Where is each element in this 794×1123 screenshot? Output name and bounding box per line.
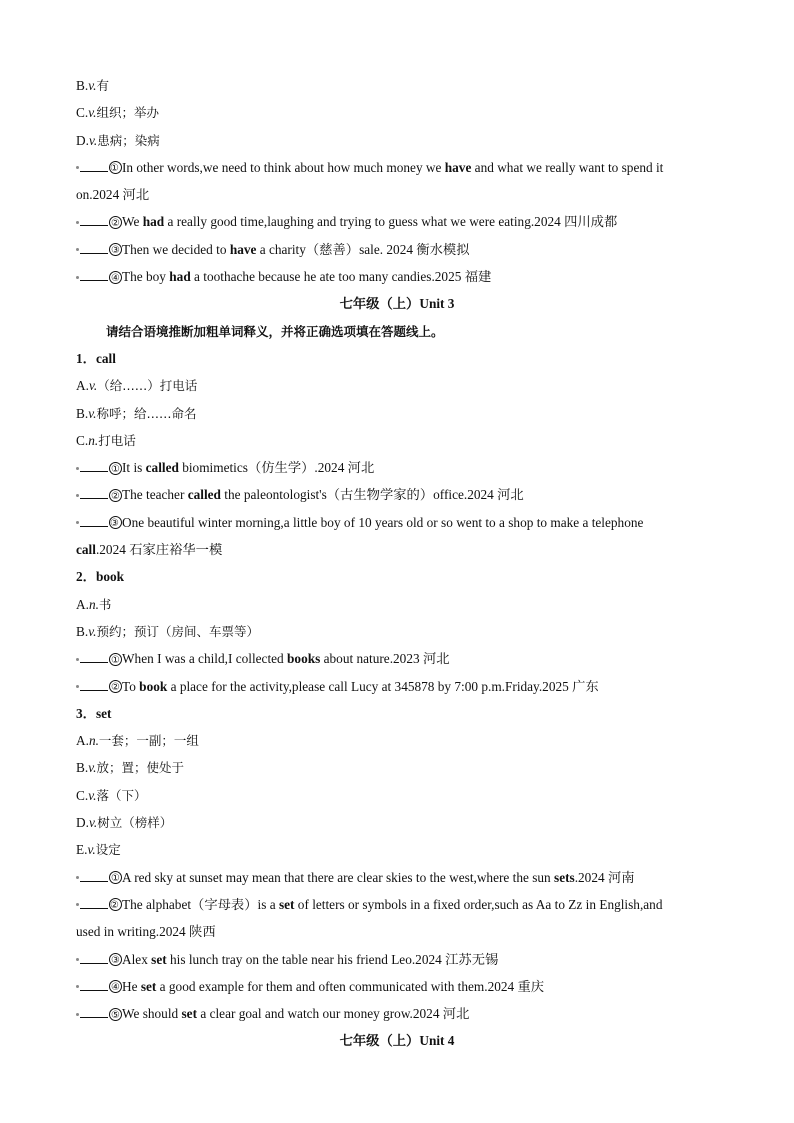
option-line [76, 427, 718, 454]
bold-word: have [229, 241, 257, 257]
answer-blank[interactable] [80, 159, 108, 172]
bold-word: set [181, 1006, 198, 1022]
option-pos: n. [88, 432, 99, 448]
option-letter: A. [76, 378, 89, 394]
answer-blank[interactable] [80, 650, 108, 663]
sentence-text: .2024 河南 [574, 869, 635, 885]
option-letter: E. [76, 842, 88, 858]
bold-word: book [139, 678, 168, 694]
bullet-dot [76, 985, 79, 988]
circled-number: ④ [109, 271, 122, 284]
sentence-text: We should [122, 1006, 182, 1022]
unit-title: 七年级（上）Unit 4 [339, 1033, 455, 1049]
sentence-item [76, 1000, 718, 1027]
option-letter: B. [76, 405, 89, 421]
circled-number: ③ [109, 243, 122, 256]
option-line [76, 127, 718, 154]
sentence-item [76, 509, 718, 564]
sentence-text: of letters or symbols in a fixed order,such as Aa to Zz in English,and [294, 896, 663, 912]
option-pos: n. [88, 596, 99, 612]
bullet-dot [76, 685, 79, 688]
sentence-item [76, 481, 718, 508]
option-meaning: 树立（榜样） [97, 815, 173, 831]
option-pos: v. [88, 405, 97, 421]
circled-number: ① [109, 653, 122, 666]
option-line [76, 809, 718, 836]
circled-number: ① [109, 871, 122, 884]
sentence-text: a place for the activity,please call Lucy at 345878 by 7:00 p.m.Friday.2025 广东 [167, 678, 599, 694]
option-line [76, 99, 718, 126]
sentence-text: A red sky at sunset may mean that there are clear skies to the west,where the sun [122, 869, 555, 885]
option-letter: D. [76, 815, 89, 831]
bullet-dot [76, 467, 79, 470]
circled-number: ② [109, 216, 122, 229]
sentence-text: It is [122, 460, 146, 476]
option-line [76, 400, 718, 427]
option-pos: n. [88, 733, 99, 749]
bullet-dot [76, 166, 79, 169]
circled-number: ② [109, 489, 122, 502]
bold-word: had [142, 214, 165, 230]
sentence-text: .2024 石家庄裕华一模 [95, 542, 223, 558]
sentence-text: used in writing.2024 陕西 [76, 924, 216, 940]
option-meaning: 预约；预订（房间、车票等） [96, 623, 259, 639]
option-letter: B. [76, 760, 89, 776]
sentence-item [76, 208, 718, 235]
option-pos: v. [88, 105, 97, 121]
bold-word: called [145, 460, 179, 476]
option-letter: C. [76, 432, 89, 448]
circled-number: ③ [109, 953, 122, 966]
sentence-item [76, 236, 718, 263]
answer-blank[interactable] [80, 213, 108, 226]
answer-blank[interactable] [80, 869, 108, 882]
answer-blank[interactable] [80, 678, 108, 691]
answer-blank[interactable] [80, 978, 108, 991]
sentence-text: the paleontologist's（古生物学家的）office.2024 河北 [220, 487, 524, 503]
option-meaning: 患病；染病 [97, 132, 160, 148]
sentence-text: In other words,we need to think about how much money we [122, 159, 445, 175]
option-pos: v. [88, 760, 97, 776]
bullet-dot [76, 494, 79, 497]
option-pos: v. [88, 815, 98, 831]
answer-blank[interactable] [80, 268, 108, 281]
sentence-item [76, 154, 718, 209]
option-pos: v. [88, 787, 97, 803]
option-meaning: 落（下） [96, 787, 147, 803]
sentence-text: a really good time,laughing and trying to guess what we were eating.2024 四川成都 [164, 214, 618, 230]
option-line [76, 836, 718, 863]
option-meaning: 称呼；给……命名 [96, 405, 197, 421]
option-meaning: （给……）打电话 [97, 378, 198, 394]
option-meaning: 打电话 [98, 432, 136, 448]
bullet-dot [76, 658, 79, 661]
option-letter: C. [76, 787, 89, 803]
bullet-dot [76, 1013, 79, 1016]
answer-blank[interactable] [80, 896, 108, 909]
sentence-text: One beautiful winter morning,a little boy of 10 years old or so went to a shop to make a telephone [122, 514, 644, 530]
option-letter: D. [76, 132, 89, 148]
sentence-item [76, 454, 718, 481]
answer-blank[interactable] [80, 1005, 108, 1018]
option-line [76, 727, 718, 754]
option-letter: B. [76, 78, 89, 93]
word-heading: 1．call [76, 350, 116, 366]
sentence-text: a charity（慈善）sale. 2024 衡水模拟 [256, 241, 470, 257]
option-meaning: 组织；举办 [96, 105, 159, 121]
circled-number: ② [109, 898, 122, 911]
option-pos: v. [87, 842, 96, 858]
sentence-text: on.2024 河北 [76, 187, 150, 203]
circled-number: ② [109, 680, 122, 693]
option-meaning: 设定 [95, 842, 121, 858]
sentence-text: a toothache because he ate too many candies.2025 福建 [190, 269, 492, 285]
sentence-text: biomimetics（仿生学）.2024 河北 [178, 460, 375, 476]
sentence-item [76, 973, 718, 1000]
sentence-item [76, 864, 718, 891]
bullet-dot [76, 248, 79, 251]
answer-blank[interactable] [80, 486, 108, 499]
sentence-text: a good example for them and often communicated with them.2024 重庆 [156, 978, 545, 994]
bullet-dot [76, 276, 79, 279]
sentence-text: When I was a child,I collected [122, 651, 288, 667]
bold-word: had [169, 269, 191, 285]
answer-blank[interactable] [80, 459, 108, 472]
option-pos: v. [88, 132, 98, 148]
worksheet-page [76, 72, 718, 1055]
sentence-text: his lunch tray on the table near his friend Leo.2024 江苏无锡 [166, 951, 499, 967]
bold-word: called [187, 487, 221, 503]
sentence-text: He [122, 978, 141, 994]
sentence-text: The teacher [122, 487, 188, 503]
option-line [76, 372, 718, 399]
answer-blank[interactable] [80, 951, 108, 964]
unit-title: 七年级（上）Unit 3 [339, 296, 455, 312]
circled-number: ① [109, 161, 122, 174]
sentence-item [76, 946, 718, 973]
option-line [76, 782, 718, 809]
bold-word: have [444, 159, 472, 175]
answer-blank[interactable] [80, 514, 108, 527]
option-line [76, 754, 718, 781]
bullet-dot [76, 521, 79, 524]
bold-word: set [151, 951, 167, 967]
sentence-text: Alex [122, 951, 152, 967]
option-line [76, 591, 718, 618]
sentence-item [76, 673, 718, 700]
bold-word: call [76, 542, 96, 558]
sentence-item [76, 263, 718, 290]
sentence-item [76, 891, 718, 946]
bullet-dot [76, 221, 79, 224]
circled-number: ① [109, 462, 122, 475]
circled-number: ③ [109, 516, 122, 529]
instruction-text: 请结合语境推断加粗单词释义，并将正确选项填在答题线上。 [106, 323, 444, 339]
option-letter: C. [76, 105, 89, 121]
bold-word: sets [554, 869, 575, 885]
option-meaning: 书 [98, 596, 112, 612]
option-line [76, 72, 718, 99]
option-pos: v. [88, 78, 97, 93]
option-meaning: 一套；一副；一组 [98, 733, 199, 749]
word-heading: 2．book [76, 569, 125, 585]
circled-number: ⑤ [109, 1008, 122, 1021]
answer-blank[interactable] [80, 241, 108, 254]
option-letter: A. [76, 733, 89, 749]
sentence-text: The boy [122, 269, 170, 285]
circled-number: ④ [109, 980, 122, 993]
sentence-text: The alphabet（字母表）is a [122, 896, 279, 912]
bold-word: set [278, 896, 295, 912]
bullet-dot [76, 958, 79, 961]
sentence-text: To [122, 678, 140, 694]
option-letter: A. [76, 596, 89, 612]
word-heading: 3．set [76, 705, 112, 721]
bold-word: set [140, 978, 157, 994]
option-meaning: 放；置；使处于 [96, 760, 184, 776]
option-pos: v. [88, 623, 97, 639]
bold-word: books [287, 651, 321, 667]
option-pos: v. [88, 378, 98, 394]
sentence-text: and what we really want to spend it [471, 159, 664, 175]
option-meaning: 有 [96, 78, 109, 93]
bullet-dot [76, 903, 79, 906]
option-line [76, 618, 718, 645]
sentence-text: We [122, 214, 143, 230]
sentence-text: Then we decided to [122, 241, 230, 257]
sentence-item [76, 645, 718, 672]
bullet-dot [76, 876, 79, 879]
sentence-text: about nature.2023 河北 [320, 651, 450, 667]
option-letter: B. [76, 623, 89, 639]
sentence-text: a clear goal and watch our money grow.2024 河北 [197, 1006, 470, 1022]
